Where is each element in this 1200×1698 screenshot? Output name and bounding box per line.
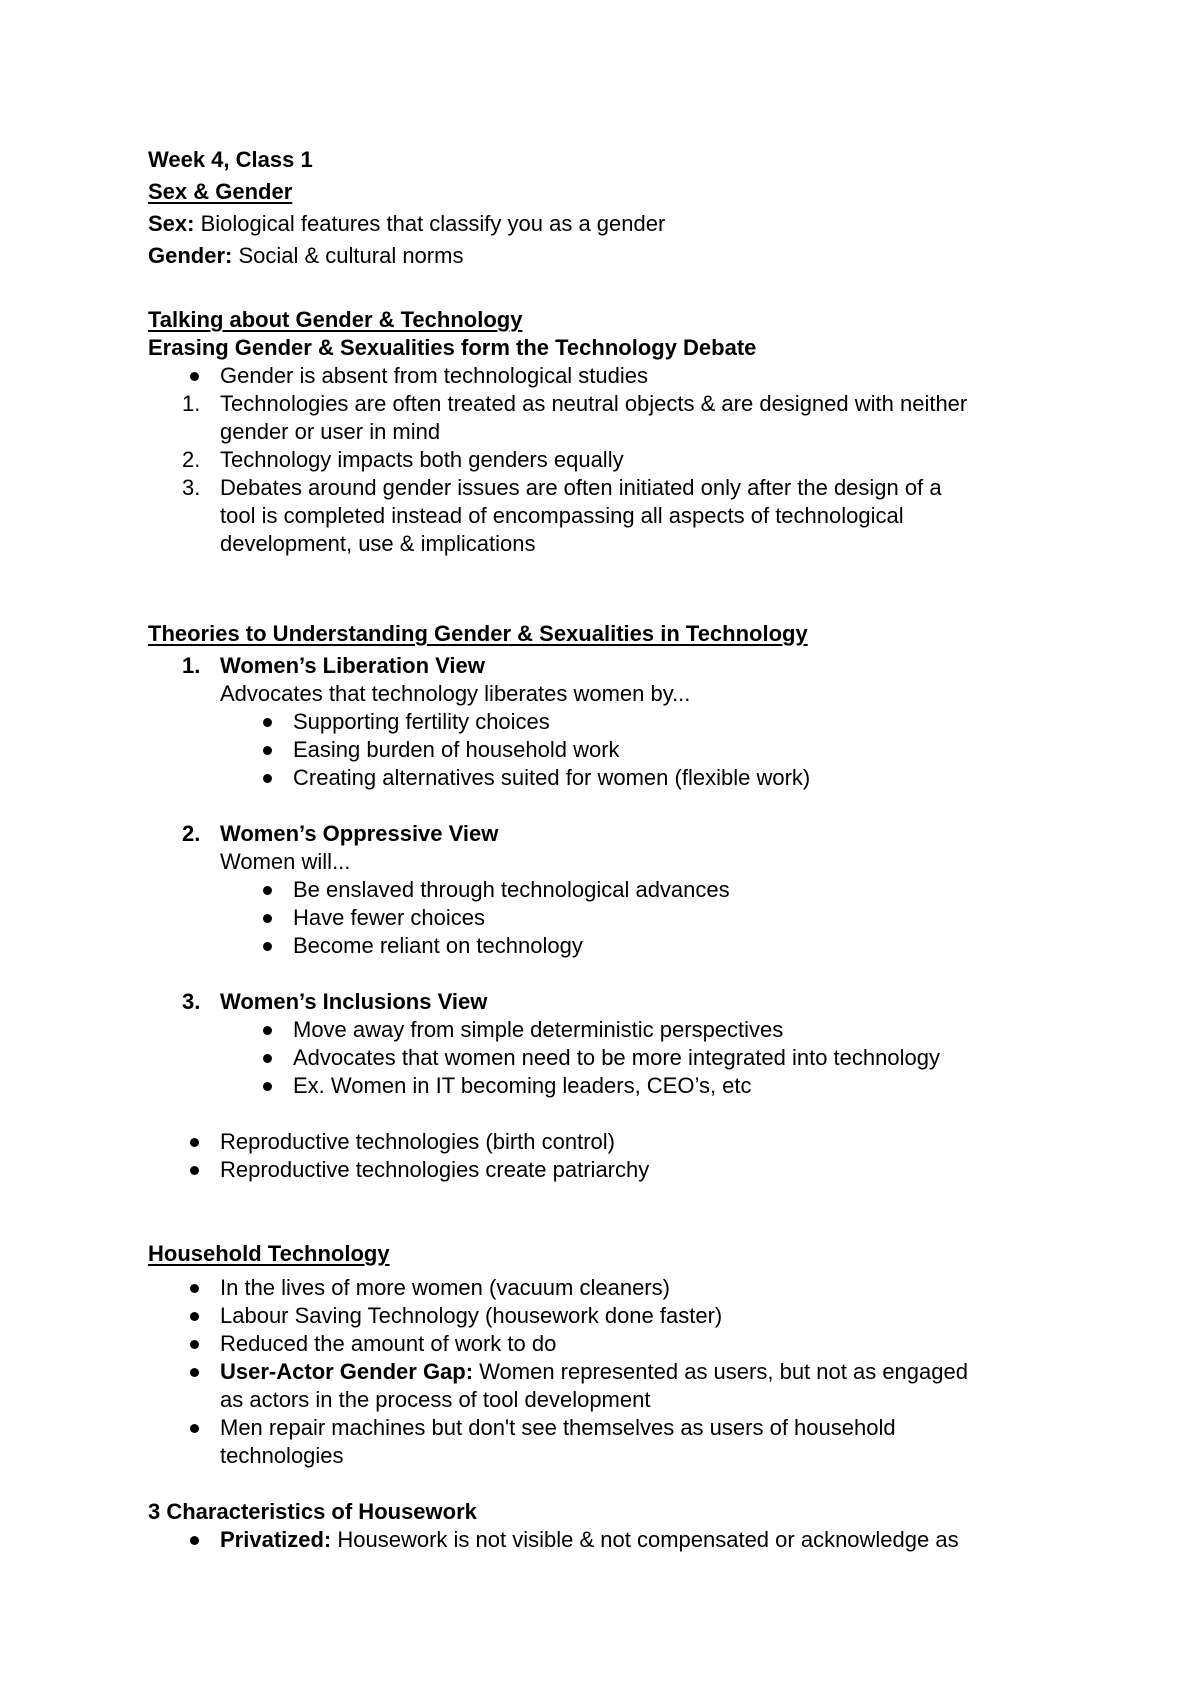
bullet-item-seg-0: Supporting fertility choices — [293, 709, 550, 734]
page-title: Week 4, Class 1 — [148, 147, 313, 172]
bullet-dot-icon — [190, 1424, 199, 1433]
numbered-item-line — [220, 390, 967, 418]
section-heading-theories: Theories to Understanding Gender & Sexualities in Technology — [148, 621, 808, 646]
bullet-item — [293, 904, 485, 932]
bullet-dot-icon — [263, 914, 272, 923]
view-title-seg-0: Women’s Oppressive View — [220, 821, 499, 846]
bullet-item-line — [220, 1302, 722, 1330]
bullet-item — [293, 1044, 940, 1072]
bullet-dot-icon — [190, 1166, 199, 1175]
bullet-item-line — [220, 1414, 896, 1442]
section-heading-household: Household Technology — [148, 1241, 390, 1266]
bullet-dot-icon — [263, 718, 272, 727]
theories-heading — [148, 620, 808, 648]
subtitle-line — [148, 178, 292, 206]
bullet-item-line-seg-0: Reduced the amount of work to do — [220, 1331, 557, 1356]
bullet-item-line-seg-0: Privatized: — [220, 1527, 332, 1552]
bullet-item-line — [220, 1330, 556, 1358]
view-title — [220, 820, 498, 848]
section-heading-talking: Talking about Gender & Technology — [148, 307, 523, 332]
view-intro — [220, 680, 690, 708]
bullet-item-line — [220, 1442, 344, 1470]
section-heading-sex-gender: Sex & Gender — [148, 179, 293, 204]
bullet-item — [293, 736, 620, 764]
household-heading — [148, 1240, 390, 1268]
bullet-item — [220, 1128, 615, 1156]
numbered-item-line — [220, 474, 942, 502]
bullet-item-seg-0: Become reliant on technology — [293, 933, 583, 958]
bullet-item-seg-0: Have fewer choices — [293, 905, 485, 930]
view-intro-seg-0: Women will... — [220, 849, 351, 874]
definition-sex — [148, 210, 665, 238]
bullet-dot-icon — [190, 1368, 199, 1377]
view-title — [220, 988, 487, 1016]
bullet-item — [293, 876, 730, 904]
bullet-dot-icon — [190, 1138, 199, 1147]
numbered-item-line-seg-0: development, use & implications — [220, 531, 536, 556]
bullet-dot-icon — [190, 372, 199, 381]
bullet-item-line-seg-1: Housework is not visible & not compensated or acknowledge as — [331, 1527, 959, 1552]
bullet-dot-icon — [263, 774, 272, 783]
bullet-item-seg-0: Advocates that women need to be more integrated into technology — [293, 1045, 940, 1070]
list-number: 1. — [182, 653, 201, 678]
bullet-dot-icon — [263, 886, 272, 895]
bullet-dot-icon — [263, 1054, 272, 1063]
numbered-item-line — [220, 418, 440, 446]
bullet-dot-icon — [263, 942, 272, 951]
numbered-item-line — [220, 446, 624, 474]
bullet-item-seg-0: Creating alternatives suited for women (flexible work) — [293, 765, 811, 790]
bullet-item-seg-0: Reproductive technologies create patriarchy — [220, 1157, 650, 1182]
view-intro-seg-0: Advocates that technology liberates women by... — [220, 681, 691, 706]
title-line — [148, 146, 313, 174]
bullet-item-seg-0: Gender is absent from technological studies — [220, 363, 649, 388]
numbered-item-line-seg-0: Technology impacts both genders equally — [220, 447, 624, 472]
definition-sex-seg-0: Sex: — [148, 211, 195, 236]
bullet-dot-icon — [190, 1312, 199, 1321]
bullet-dot-icon — [263, 746, 272, 755]
bullet-item-line-seg-0: User-Actor Gender Gap: — [220, 1359, 474, 1384]
bullet-dot-icon — [190, 1536, 199, 1545]
bullet-dot-icon — [263, 1082, 272, 1091]
talking-subheading — [148, 334, 756, 362]
bullet-item — [293, 932, 583, 960]
bullet-item — [293, 1072, 752, 1100]
numbered-item-line-seg-0: gender or user in mind — [220, 419, 441, 444]
definition-gender — [148, 242, 463, 270]
bullet-item — [220, 362, 648, 390]
list-number: 1. — [182, 391, 201, 416]
bullet-item — [293, 1016, 783, 1044]
list-number: 3. — [182, 989, 201, 1014]
numbered-item-line-seg-0: Technologies are often treated as neutral objects & are designed with neither — [220, 391, 968, 416]
bullet-item-seg-0: Be enslaved through technological advances — [293, 877, 730, 902]
definition-gender-seg-0: Gender: — [148, 243, 233, 268]
bullet-item-line-seg-0: In the lives of more women (vacuum cleaners) — [220, 1275, 670, 1300]
bullet-item — [293, 764, 810, 792]
view-title-seg-0: Women’s Inclusions View — [220, 989, 488, 1014]
bullet-item-line-seg-0: as actors in the process of tool development — [220, 1387, 651, 1412]
definition-gender-seg-1: Social & cultural norms — [232, 243, 464, 268]
bullet-item-seg-0: Easing burden of household work — [293, 737, 620, 762]
numbered-item-line — [220, 502, 904, 530]
bullet-item — [293, 708, 550, 736]
view-title-seg-0: Women’s Liberation View — [220, 653, 485, 678]
bullet-item-seg-0: Move away from simple deterministic perspectives — [293, 1017, 784, 1042]
talking-heading — [148, 306, 522, 334]
section-heading-housework: 3 Characteristics of Housework — [148, 1499, 477, 1524]
numbered-item-line-seg-0: Debates around gender issues are often initiated only after the design of a — [220, 475, 942, 500]
definition-sex-seg-1: Biological features that classify you as a gender — [194, 211, 666, 236]
view-intro — [220, 848, 350, 876]
bullet-item — [220, 1156, 649, 1184]
numbered-item-line — [220, 530, 536, 558]
bullet-item-line-seg-1: Women represented as users, but not as engaged — [473, 1359, 968, 1384]
bullet-item-seg-0: Reproductive technologies (birth control) — [220, 1129, 615, 1154]
view-title — [220, 652, 485, 680]
subheading-erasing: Erasing Gender & Sexualities form the Technology Debate — [148, 335, 757, 360]
bullet-dot-icon — [190, 1284, 199, 1293]
list-number: 2. — [182, 447, 201, 472]
bullet-item-line-seg-0: technologies — [220, 1443, 344, 1468]
numbered-item-line-seg-0: tool is completed instead of encompassing all aspects of technological — [220, 503, 904, 528]
bullet-item-line — [220, 1386, 650, 1414]
bullet-item-line-seg-0: Labour Saving Technology (housework done faster) — [220, 1303, 723, 1328]
list-number: 2. — [182, 821, 201, 846]
bullet-dot-icon — [190, 1340, 199, 1349]
list-number: 3. — [182, 475, 201, 500]
bullet-item-line — [220, 1526, 959, 1554]
bullet-item-line — [220, 1274, 670, 1302]
bullet-item-line-seg-0: Men repair machines but don't see themselves as users of household — [220, 1415, 896, 1440]
bullet-item-line — [220, 1358, 968, 1386]
bullet-dot-icon — [263, 1026, 272, 1035]
housework-heading — [148, 1498, 477, 1526]
bullet-item-seg-0: Ex. Women in IT becoming leaders, CEO’s, etc — [293, 1073, 752, 1098]
